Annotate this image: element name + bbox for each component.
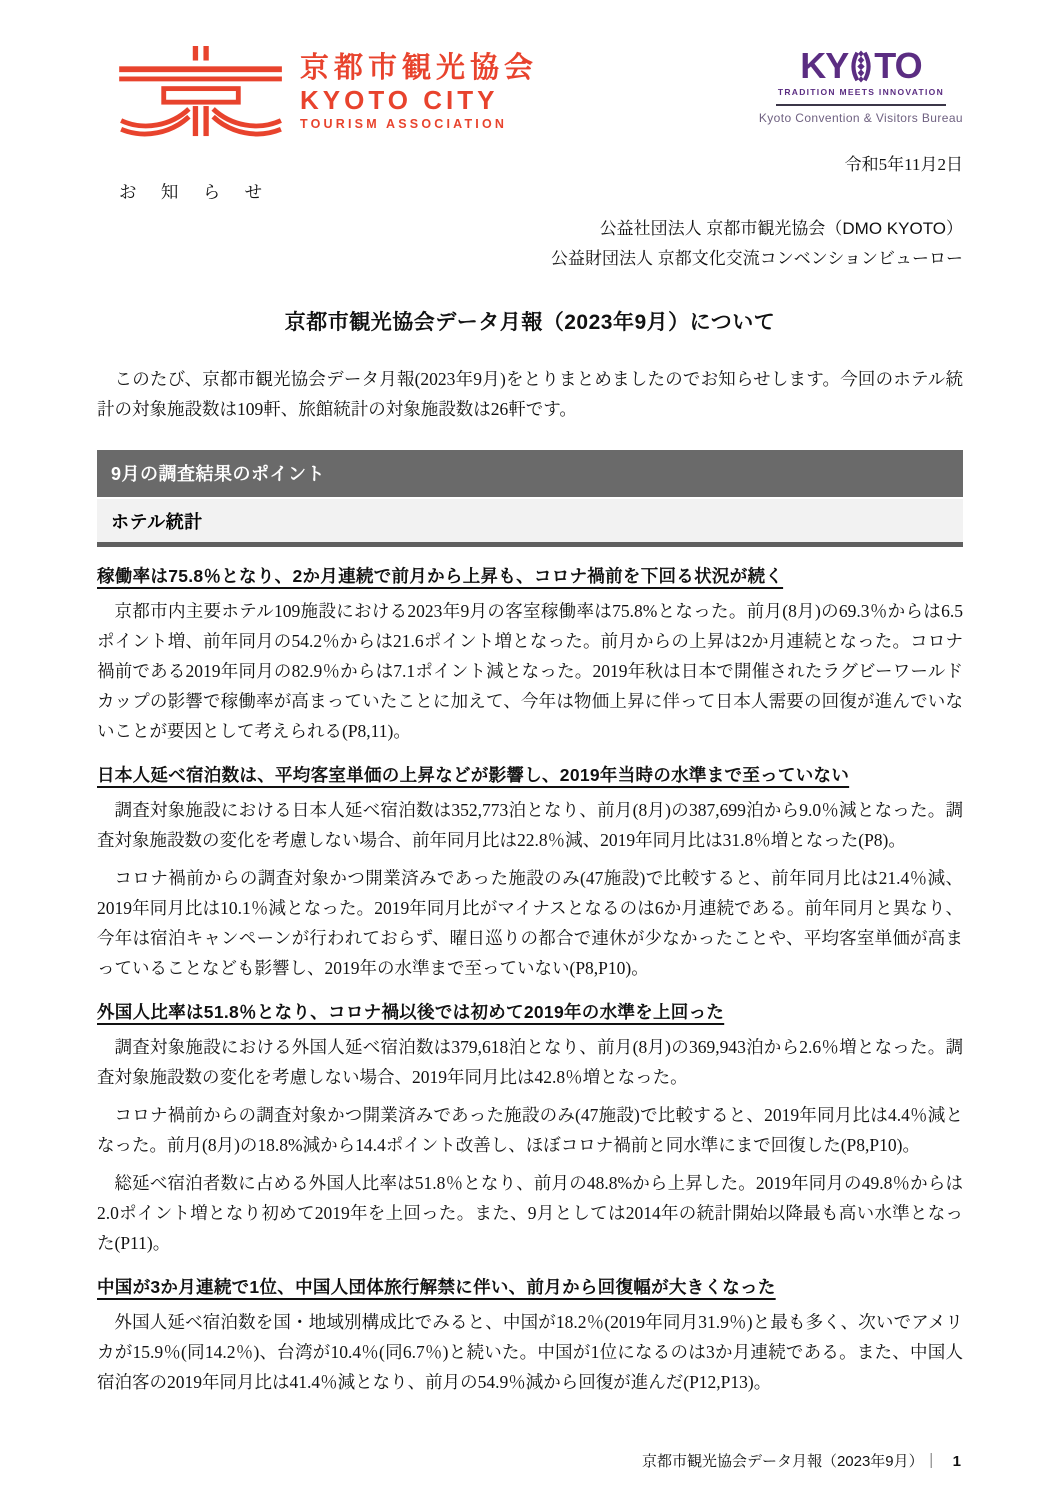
section-paragraph: 外国人延べ宿泊数を国・地域別構成比でみると、中国が18.2％(2019年同月31.9％)と最も多く、次いでアメリカが15.9％(同14.2％)、台湾が10.4％(同6.7％)と続いた。中国が1位になるのは3か月連続である。また、中国人宿泊客の2019年同月比は41.4％減となり、前月の54.9％減から回復が進んだ(P12,P13)。 xyxy=(97,1312,963,1392)
kcta-kyo-mark-icon xyxy=(119,46,284,138)
hotel-statistics-banner: ホテル統計 xyxy=(97,499,963,547)
page-number: 1 xyxy=(952,1453,961,1470)
section-occupancy-rate xyxy=(97,563,963,746)
header xyxy=(97,46,963,138)
section-heading: 稼働率は75.8％となり、2か月連続で前月から上昇も、コロナ禍前を下回る状況が続く xyxy=(97,566,784,586)
section-paragraph: 調査対象施設における外国人延べ宿泊数は379,618泊となり、前月(8月)の369,943泊から2.6％増となった。調査対象施設数の変化を考慮しない場合、2019年同月比は42.8％増となった。 xyxy=(97,1037,963,1087)
kcvb-caption: Kyoto Convention & Visitors Bureau xyxy=(758,111,963,125)
kcta-name-english-line1: KYOTO CITY xyxy=(300,84,499,115)
section-paragraph: コロナ禍前からの調査対象かつ開業済みであった施設のみ(47施設)で比較すると、前年同月比は21.4％減、2019年同月比は10.1％減となった。2019年同月比がマイナスとなるのは6か月連続である。前年同月と異なり、今年は宿泊キャンペーンが行われておらず、曜日巡りの都合で連休が少なかったことや、平均客室単価が高まっていることなども影響し、2019年の水準まで至っていない(P8,P10)。 xyxy=(97,868,963,978)
kcta-logo-text xyxy=(300,53,538,131)
kcta-name-japanese: 京都市観光協会 xyxy=(300,52,539,85)
issuing-organizations xyxy=(97,214,963,274)
section-paragraph: コロナ禍前からの調査対象かつ開業済みであった施設のみ(47施設)で比較すると、2019年同月比は4.4％減となった。前月(8月)の18.8%減から14.4ポイント改善し、ほぼコロナ禍前と同水準にまで回復した(P8,P10)。 xyxy=(97,1105,963,1155)
section-paragraph: 京都市内主要ホテル109施設における2023年9月の客室稼働率は75.8%となった。前月(8月)の69.3％からは6.5ポイント増、前年同月の54.2％からは21.6ポイント増となった。前月からの上昇は2か月連続となった。コロナ禍前である2019年同月の82.9％からは7.1ポイント減となった。2019年秋は日本で開催されたラグビーワールドカップの影響で稼働率が高まっていたことに加えて、今年は物価上昇に伴って日本人需要の回復が進んでいないことが要因として考えられる(P8,11)。 xyxy=(97,601,963,741)
kcvb-tagline: TRADITION MEETS INNOVATION xyxy=(777,87,945,97)
section-heading: 中国が3か月連続で1位、中国人団体旅行解禁に伴い、前月から回復幅が大きくなった xyxy=(97,1277,776,1297)
section-japanese-guest-nights xyxy=(97,762,963,983)
footer-title: 京都市観光協会データ月報（2023年9月）｜ xyxy=(641,1453,939,1470)
section-paragraph: 調査対象施設における日本人延べ宿泊数は352,773泊となり、前月(8月)の387,699泊から9.0％減となった。調査対象施設数の変化を考慮しない場合、前年同月比は22.8％減、2019年同月比は31.8％増となった(P8)。 xyxy=(97,800,963,850)
organization-line-1: 公益社団法人 京都市観光協会（DMO KYOTO） xyxy=(599,219,963,238)
kcvb-divider xyxy=(776,104,946,106)
section-china-ranking xyxy=(97,1274,963,1397)
kyoto-convention-visitors-bureau-logo xyxy=(758,45,963,125)
kcvb-wordmark-to: TO xyxy=(874,45,922,86)
kcvb-wordmark-ky: KY xyxy=(800,45,849,86)
document-date: 令和5年11月2日 xyxy=(844,155,963,174)
section-paragraph: 総延べ宿泊者数に占める外国人比率は51.8％となり、前月の48.8%から上昇した。2019年同月の49.8％からは2.0ポイント増となり初めて2019年を上回った。また、9月としては2014年の統計開始以降最も高い水準となった(P11)。 xyxy=(97,1173,963,1253)
kcta-name-english-line2: TOURISM ASSOCIATION xyxy=(300,116,508,131)
notice-label: お 知 ら せ xyxy=(119,182,273,202)
page-title: 京都市観光協会データ月報（2023年9月）について xyxy=(284,311,776,334)
kcvb-pagoda-o-icon xyxy=(849,50,873,83)
section-heading: 外国人比率は51.8％となり、コロナ禍以後では初めて2019年の水準を上回った xyxy=(97,1002,725,1022)
section-foreign-guest-ratio xyxy=(97,999,963,1258)
points-section-banner: 9月の調査結果のポイント xyxy=(97,450,963,497)
section-heading: 日本人延べ宿泊数は、平均客室単価の上昇などが影響し、2019年当時の水準まで至っていない xyxy=(97,765,850,785)
organization-line-2: 公益財団法人 京都文化交流コンベンションビューロー xyxy=(551,249,963,268)
kyoto-city-tourism-association-logo xyxy=(119,46,538,138)
intro-paragraph: このたび、京都市観光協会データ月報(2023年9月)をとりまとめましたのでお知らせします。今回のホテル統計の対象施設数は109軒、旅館統計の対象施設数は26軒です。 xyxy=(97,369,963,419)
kcvb-wordmark xyxy=(800,45,922,86)
page-footer xyxy=(642,1450,961,1471)
